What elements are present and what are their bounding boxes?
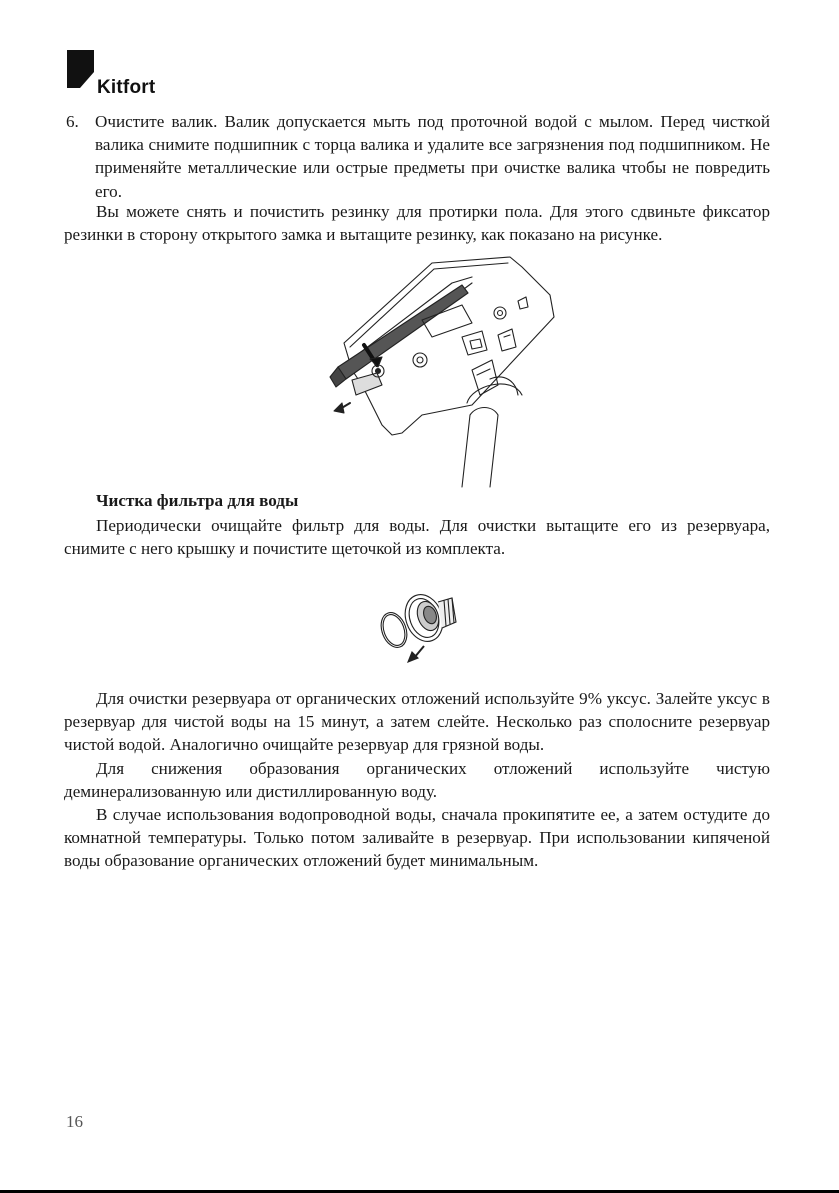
tank-cleaning-section [64,687,770,873]
rubber-removal-illustration [322,255,562,488]
instruction-item-6 [64,110,770,203]
item-text: Очистите валик. Валик допускается мыть под проточной водой с мылом. Перед чисткой валика снимите подшипник с торца валика и удалите все загрязнения под подшипником. Не применяйте металлические или острые предметы при очистке валика чтобы не повредить его. [95,112,770,201]
tank-paragraph-2: Для снижения образования органических отложений используйте чистую деминерализованную или дистиллированную воду. [64,758,770,801]
rubber-paragraph [64,200,770,246]
brand-name: Kitfort [97,77,156,98]
tank-paragraph-3: В случае использования водопроводной воды, сначала прокипятите ее, а затем остудите до комнатной температуры. Только потом заливайте в резервуар. При использовании кипяченой воды образование органических отложений будет минимальным. [64,805,770,871]
kitfort-logo-icon [66,50,96,94]
page-number: 16 [66,1112,83,1131]
brand-logo [66,50,166,102]
filter-paragraph [64,514,770,560]
filter-section-heading: Чистка фильтра для воды [96,491,299,510]
item-number: 6. [66,112,79,131]
tank-paragraph-1: Для очистки резервуара от органических отложений используйте 9% уксус. Залейте уксус в резервуар для чистой воды на 15 минут, а затем слейте. Несколько раз сполосните резервуар чистой водой. Аналогично очищайте резервуар для грязной воды. [64,689,770,755]
rubber-paragraph-text: Вы можете снять и почистить резинку для протирки пола. Для этого сдвиньте фиксатор резинки в сторону открытого замка и вытащите резинку, как показано на рисунке. [64,202,770,245]
filter-paragraph-text: Периодически очищайте фильтр для воды. Для очистки вытащите его из резервуара, снимите с него крышку и почистите щеточкой из комплекта. [64,516,770,559]
water-filter-illustration [372,580,468,666]
